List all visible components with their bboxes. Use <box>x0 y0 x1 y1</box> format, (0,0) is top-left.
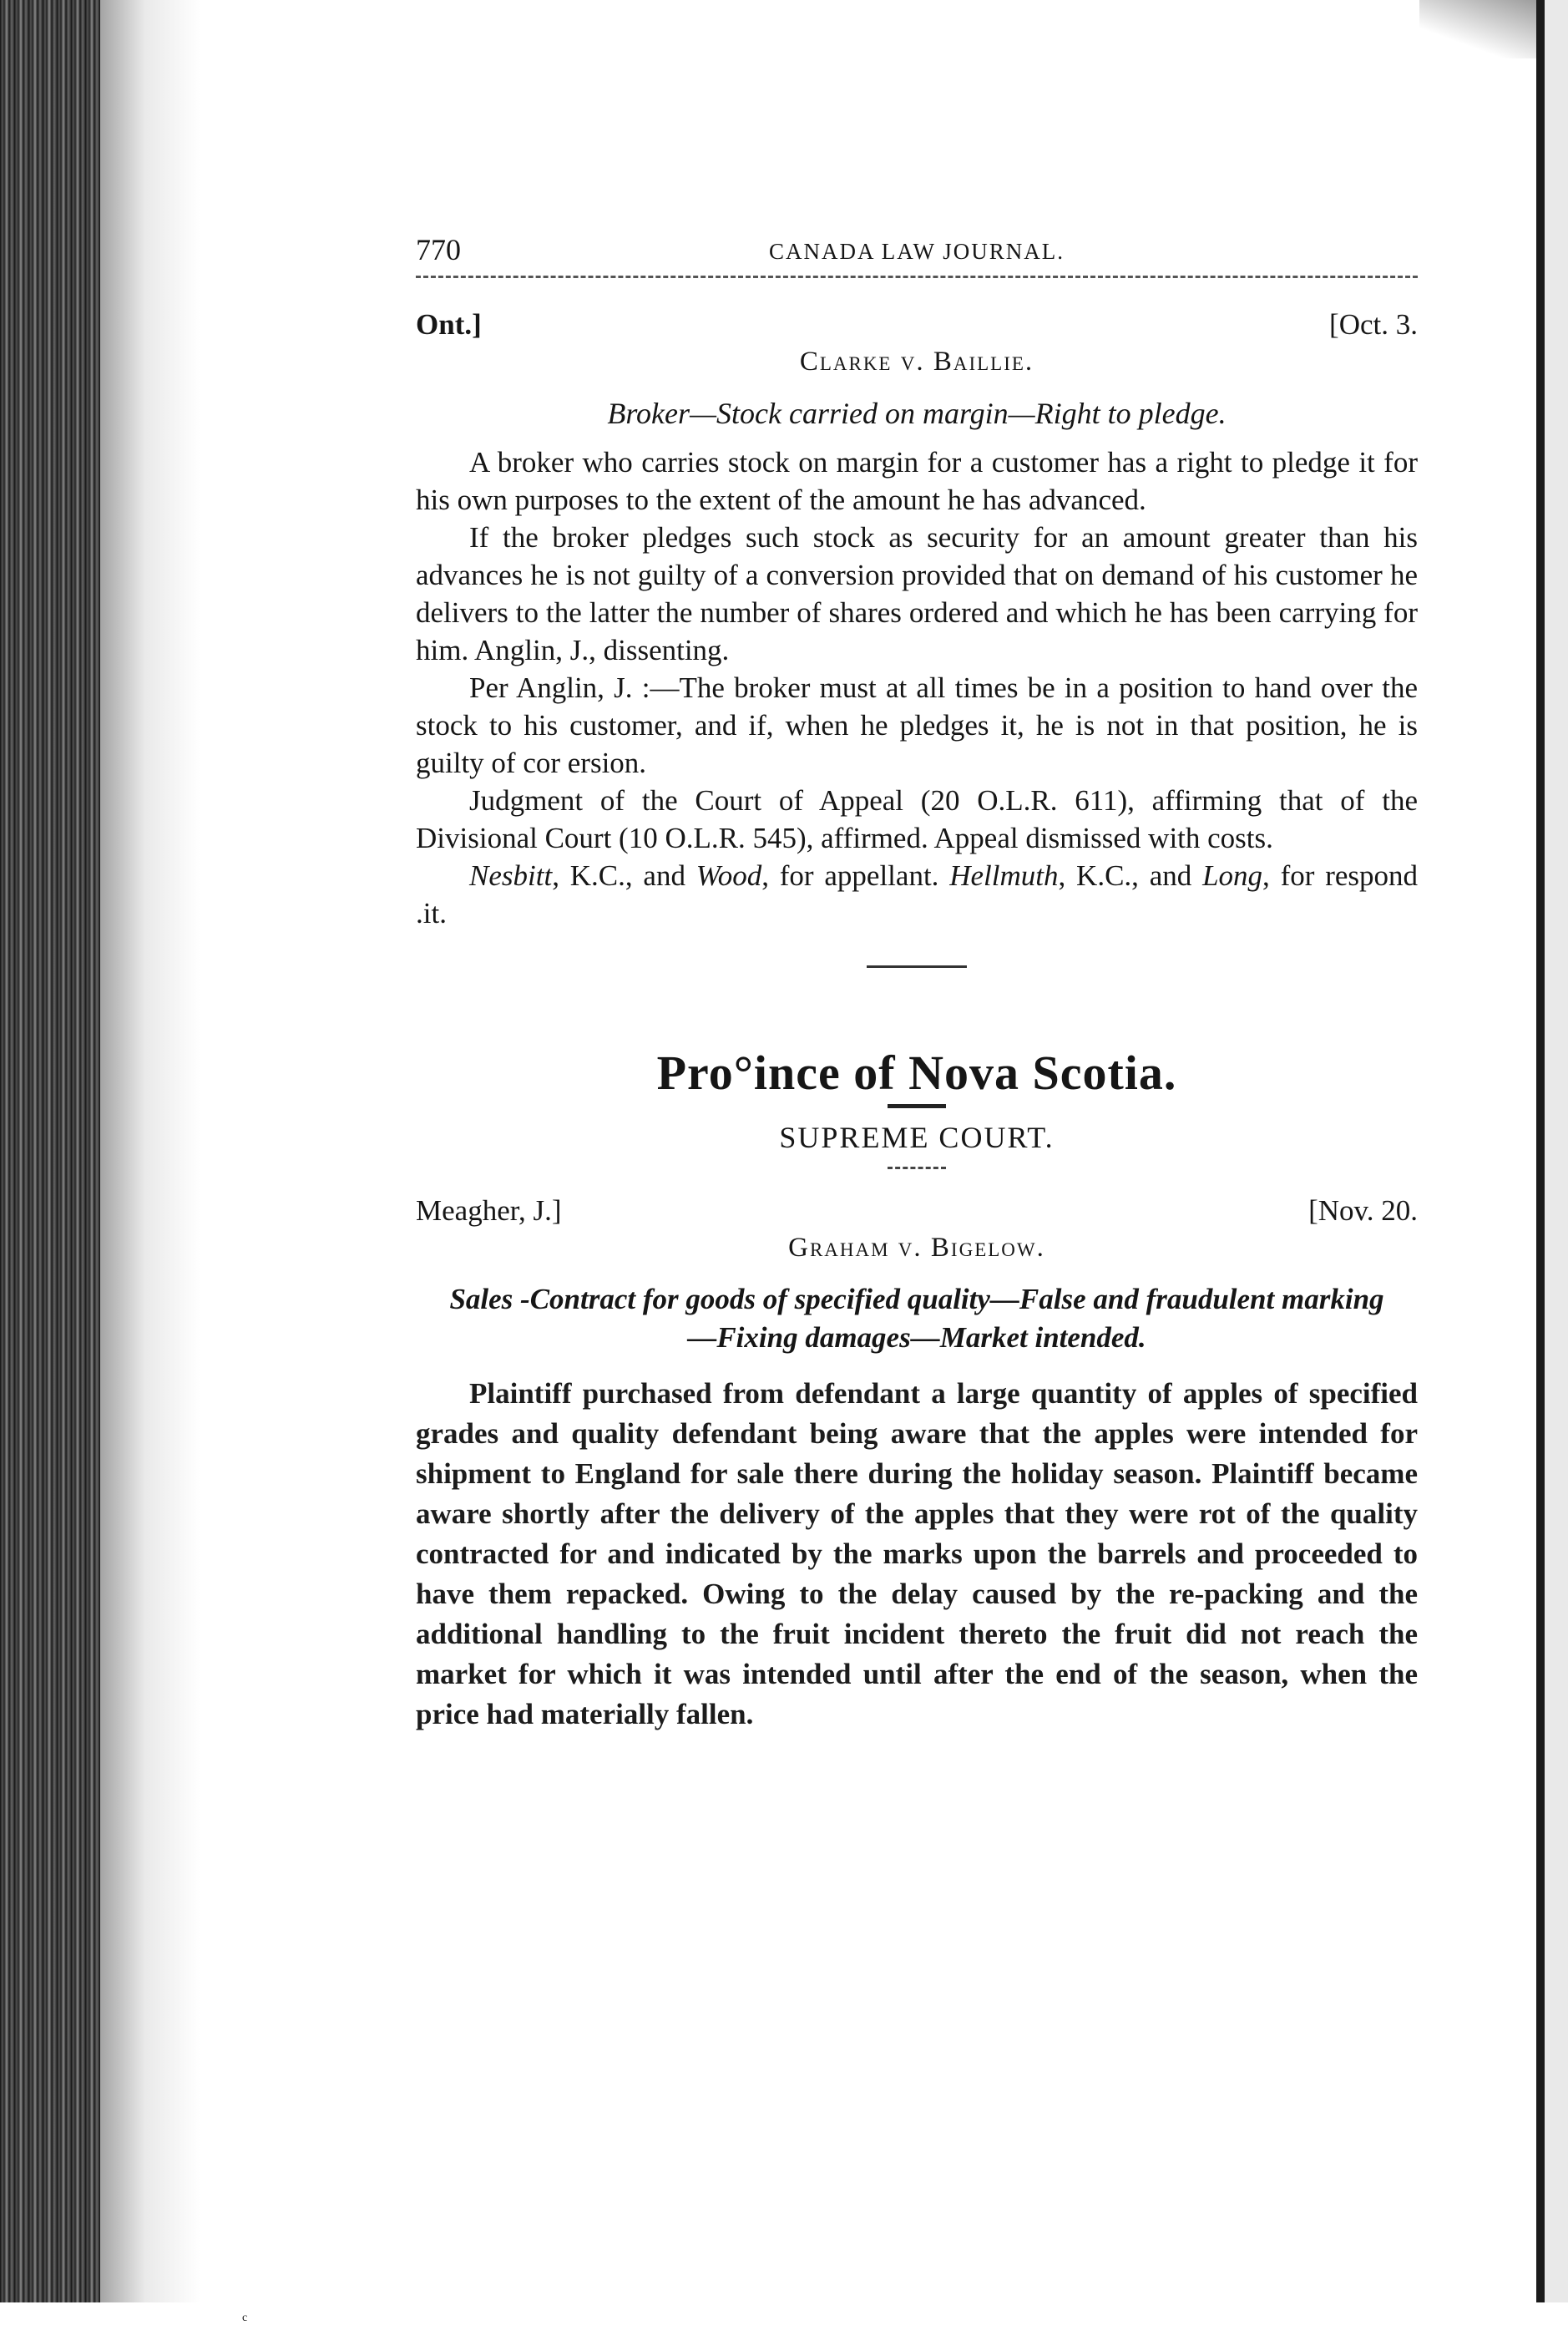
counsel-name: Wood <box>695 859 762 892</box>
counsel-text: , K.C., and <box>552 859 696 892</box>
counsel-name: Nesbitt <box>469 859 553 892</box>
scan-right-edge <box>1536 0 1545 2302</box>
case1-paragraph: Per Anglin, J. :—The broker must at all times be in a position to hand over the stock to his customer, and if, when he pledges it, he is not in that position, he is guilty of cor ersion. <box>416 671 1418 779</box>
journal-title: CANADA LAW JOURNAL. <box>768 239 1065 264</box>
case2-paragraph: Plaintiff purchased from defendant a large quantity of apples of specified grades and quality defendant being aware that the apples were intended for shipment to England for sale there during the holiday season. Plaintiff became aware shortly after the delivery of the apples that they were rot of the quality contracted for and indicated by the marks upon the barrels and proceeded to have them repacked. Owing to the delay caused by the re-packing and the additional handling to the fruit incident thereto the fruit did not reach the market for which it was intended until after the end of the season, when the price had materially fallen. <box>416 1376 1418 1730</box>
case2-name: Graham v. Bigelow. <box>788 1232 1045 1263</box>
case2-judge: Meagher, J.] <box>416 1193 562 1227</box>
running-header <box>416 225 1418 278</box>
case1-name: Clarke v. Baillie. <box>799 347 1034 377</box>
case1-paragraph: A broker who carries stock on margin for a customer has a right to pledge it for his own purposes to the extent of the amount he has advanced. <box>416 445 1418 516</box>
heading-rule <box>888 1104 946 1108</box>
case1-court: Ont.] <box>416 308 482 341</box>
page-number: 770 <box>416 233 461 266</box>
counsel-text: , for appellant. <box>761 859 950 892</box>
court-name: SUPREME COURT. <box>779 1120 1055 1154</box>
case2-header <box>416 1194 1418 1233</box>
province-heading: Pro°ince of Nova Scotia. <box>656 1045 1177 1100</box>
counsel-text: , for respond .it. <box>416 859 1419 929</box>
scanned-binding-edge <box>0 0 100 2302</box>
case1-header <box>416 308 1418 347</box>
case2-date: [Nov. 20. <box>1308 1193 1418 1227</box>
counsel-name: Long <box>1202 859 1263 892</box>
case1-counsel <box>416 857 1418 932</box>
counsel-text: , K.C., and <box>1058 859 1203 892</box>
case1-catchline: Broker—Stock carried on margin—Right to pledge. <box>607 397 1227 430</box>
case2-catchline: Sales -Contract for goods of specified quality—False and fraudulent marking—Fixing damages—Market intended. <box>449 1282 1384 1354</box>
scan-right-margin <box>1545 0 1568 2302</box>
document-page <box>416 225 1418 1735</box>
counsel-name: Hellmuth <box>949 859 1059 892</box>
case1-date: [Oct. 3. <box>1329 308 1418 341</box>
court-rule <box>888 1167 946 1169</box>
binding-shadow <box>100 0 200 2302</box>
case1-paragraph: Judgment of the Court of Appeal (20 O.L.R. 611), affirming that of the Divisional Court (10 O.L.R. 545), affirmed. Appeal dismissed with costs. <box>416 783 1418 854</box>
scan-corner-shadow <box>1419 0 1536 58</box>
section-separator <box>867 965 967 968</box>
case1-paragraph: If the broker pledges such stock as security for an amount greater than his advances he is not guilty of a conversion provided that on demand of his customer he delivers to the latter the number of shares ordered and which he has been carrying for him. Anglin, J., dissenting. <box>416 520 1418 666</box>
margin-mark: c <box>242 2312 248 2324</box>
